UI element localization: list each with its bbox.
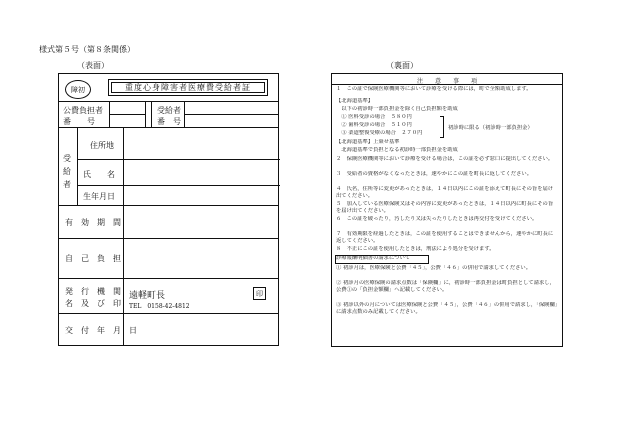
issuer-label-1: 発 行 機 関: [65, 287, 121, 296]
note-line: ３ 受給者の資格がなくなったときは，速やかにこの証を町長に返してください。: [336, 171, 532, 177]
note-line: ２ 保険医療機関等において診療を受ける場合は，この証を必ず窓口に提出してください。: [336, 156, 554, 162]
issue-date-label: 交 付 年 月 日: [65, 326, 137, 335]
issuer-seal: 印: [253, 287, 266, 300]
back-side-label: （裏面）: [386, 61, 418, 70]
disability-seal: 障初: [65, 80, 91, 99]
note-line: 以下の初診時一部負担金を除く自己負担額を助成: [336, 106, 458, 112]
card-title-box: [108, 79, 268, 96]
recipient-number-label-2: 番 号: [157, 117, 181, 126]
card-title: 重度心身障害者医療費受給者証: [111, 82, 265, 93]
note-line: ① 医科受診の場合 ５８０円: [336, 114, 412, 120]
note-line: ③ 柔道整復受療の場合 ２７０円: [336, 130, 423, 136]
notes-heading: 注 意 事 項: [416, 78, 477, 85]
issuer-name: 遠軽町長: [129, 291, 166, 301]
note-line: ４ 氏名，住所等に変更があったときは，１４日以内にこの証を添えて町長にその旨を届け出てください。: [336, 186, 554, 199]
issuer-label-2: 名 及 び 印: [65, 299, 121, 308]
recipient-number-label-1: 受給者: [157, 106, 181, 115]
note-line: ７ 有効期限を経過したときは，この証を使用することはできませんから，速やかに町長に返してください。: [336, 231, 554, 244]
name-label: 氏 名: [83, 170, 115, 179]
bracket: [440, 116, 444, 138]
address-label: 住所地: [90, 141, 114, 150]
note-line: 北海道基準で負担となる初診時一部負担金を助成: [336, 147, 458, 153]
birthdate-label: 生年月日: [83, 192, 115, 201]
beneficiary-number-label-1: 公費負担者: [63, 106, 103, 115]
front-side-label: （表面）: [77, 61, 109, 70]
note-line: １ この証で保険医療機関等において診療を受ける際には，町で全額助成します。: [336, 86, 532, 92]
note-line: ② 初診月の医療保険の請求点数は「保険欄」に，初診時一部負担金は町負担として請求し，公費①の「負担金額欄」へ記載してください。: [336, 280, 555, 293]
note-line: 【北海道基準】上乗せ基準: [336, 139, 400, 145]
note-line: ８ 不正にこの証を使用したときは，刑法により処分を受けます。: [336, 246, 495, 252]
note-line: ６ この証を破ったり，汚したり又は失ったりしたときは再交付を受けてください。: [336, 216, 538, 222]
form-number: 様式第５号（第８条関係）: [39, 45, 135, 54]
recipient-vertical-label: 受給者: [63, 154, 71, 189]
note-line: ① 初診月は，医療保険と公費「４５」，公費「４６」の併用で請求してください。: [336, 265, 532, 271]
back-card: [331, 73, 563, 347]
note-line: 【北海道基準】: [336, 98, 374, 104]
claims-heading: 診療報酬明細書の請求について: [336, 255, 411, 261]
note-line: ② 歯科受診の場合 ５１０円: [336, 122, 412, 128]
beneficiary-number-label-2: 番 号: [63, 117, 95, 126]
front-card: [58, 73, 279, 346]
validity-label: 有 効 期 間: [65, 218, 121, 227]
note-line: ③ 初診以外の月については医療保険と公費「４５」，公費「４６」の併用で請求し，「保険欄」に請求点数のみ記載してください。: [336, 302, 558, 315]
copay-label: 自 己 負 担: [65, 254, 121, 263]
note-line: ５ 加入している医療保険又はその内容に変更があったときは，１４日以内に町長にその旨を届け出てください。: [336, 201, 554, 214]
issuer-tel: TEL 0158-42-4812: [129, 303, 190, 310]
bracket-note: 初診時に限る（初診時一部負担金）: [448, 125, 533, 131]
